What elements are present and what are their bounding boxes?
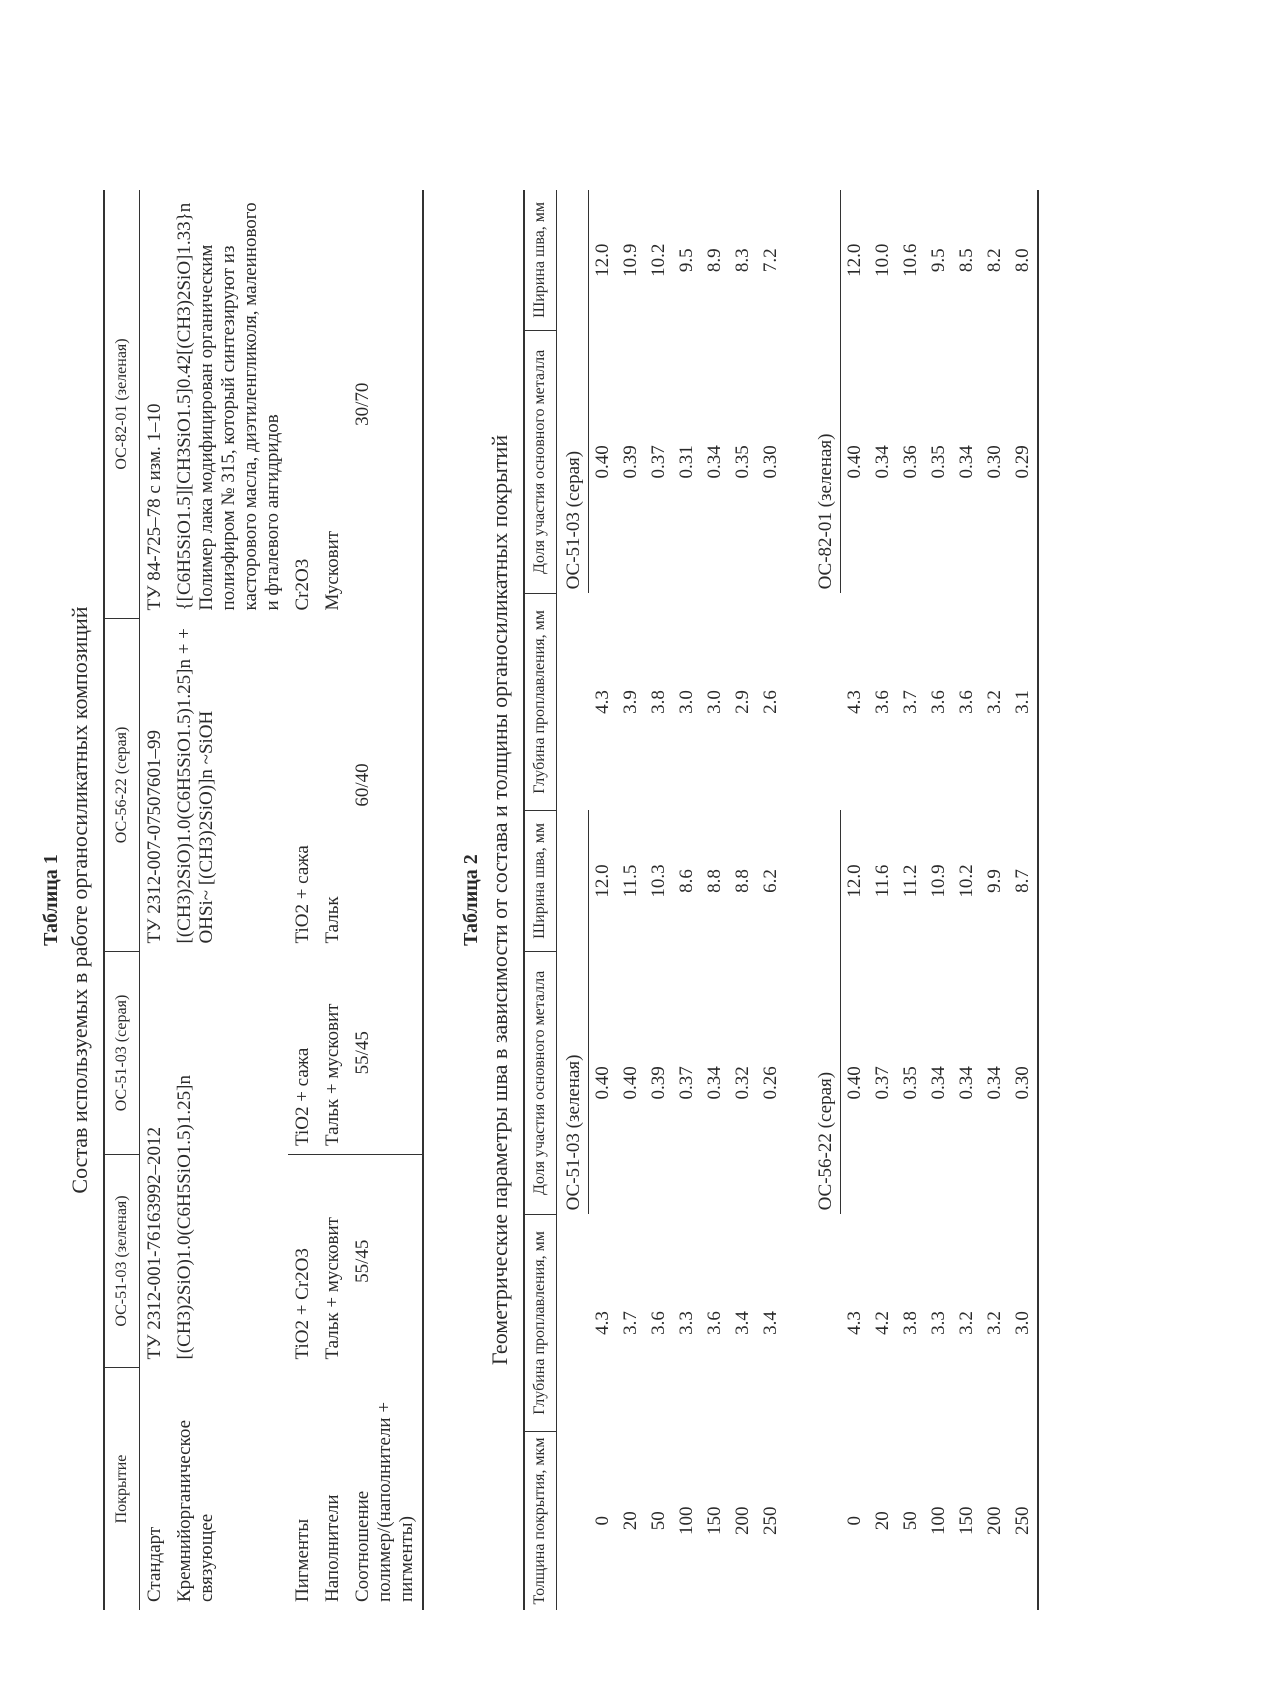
table-cell: 10.6: [899, 243, 921, 277]
table1-row-binder: [170, 190, 288, 1610]
table-cell: 8.3: [731, 248, 753, 273]
table2-header-cell: Ширина шва, мм: [524, 190, 556, 330]
table-cell: 0.34: [927, 1066, 949, 1100]
table-row: [617, 190, 645, 1610]
table-cell: 8.9: [703, 248, 725, 273]
table2-header-cell: Доля участия основного металла: [524, 330, 556, 593]
table-cell: 3.2: [983, 690, 1005, 714]
table-cell: 0.34: [703, 445, 725, 479]
table1-header-cell: ОС-56-22 (серая): [104, 619, 140, 952]
table1-cell: Тальк: [322, 896, 344, 944]
table-cell: 0.34: [871, 445, 893, 479]
table-row: [645, 190, 673, 1610]
group-label: ОС-82-01 (зеленая): [809, 190, 841, 593]
table1-cell: ТУ 2312-007-07507601–99: [144, 730, 166, 944]
table-cell: 3.7: [899, 690, 921, 714]
table-cell: 3.6: [955, 690, 977, 714]
table-cell: 0.35: [927, 445, 949, 479]
table1-header-cell: ОС-82-01 (зеленая): [104, 190, 140, 619]
table-cell: 0.39: [619, 445, 641, 479]
table-cell: 0.30: [1009, 951, 1038, 1214]
table-cell: 0.40: [591, 1066, 613, 1100]
table1: [103, 190, 424, 1610]
table-cell: 10.9: [619, 243, 641, 277]
table2-body: [556, 190, 1038, 1610]
table-cell: 4.3: [591, 690, 613, 714]
row-label: Соотношение полимер/(наполнители + пигменты): [348, 1368, 423, 1611]
table1-cell: Мусковит: [322, 530, 344, 611]
table-cell: 4.3: [591, 1311, 613, 1335]
group-spacer: [785, 190, 809, 1610]
table-cell: 2.6: [759, 690, 781, 714]
table-cell: 0.34: [955, 1066, 977, 1100]
table-cell: 0.26: [759, 1066, 781, 1100]
table-cell: 3.4: [759, 1311, 781, 1335]
table-cell: 0.37: [871, 1066, 893, 1100]
table-cell: 3.6: [927, 690, 949, 714]
table2-header-cell: Ширина шва, мм: [524, 811, 556, 952]
table1-cell: Cr2O3: [292, 558, 314, 611]
rotated-page-content: [40, 190, 1150, 1610]
table1-row-pigments: [288, 190, 318, 1610]
table1-cell: 55/45: [348, 1155, 423, 1368]
table1-cell: {[C6H5SiO1.5][CH3SiO1.5]0.42[(CH3)2SiO]1.33}n Полимер лака модифицирован органическим полиэфиром № 315, который синтезируют из касторового масла, диэтиленгликоля, малеинового и фталевого ангидридов: [174, 202, 284, 611]
table1-header-cell: ОС-51-03 (серая): [104, 952, 140, 1155]
table2-group-header: [556, 190, 588, 1610]
table-cell: 0.29: [1009, 330, 1038, 593]
table-cell: 0.40: [843, 1066, 865, 1100]
table-cell: 250: [1009, 1432, 1038, 1611]
table1-header-cell: ОС-51-03 (зеленая): [104, 1155, 140, 1368]
table-cell: 11.6: [871, 864, 893, 898]
table-cell: 50: [899, 1511, 921, 1531]
group-label: ОС-56-22 (серая): [809, 811, 841, 1215]
table-cell: 3.6: [703, 1311, 725, 1335]
table-cell: 50: [647, 1511, 669, 1531]
table-cell: 2.9: [731, 690, 753, 714]
table-cell: 0.39: [647, 1066, 669, 1100]
table1-cell: TiO2 + сажа: [288, 952, 318, 1155]
table1-cell: ТУ 2312-001-76163992–2012: [144, 1127, 166, 1360]
table1-cell: 60/40: [348, 619, 423, 952]
table-cell: 11.5: [619, 864, 641, 898]
table2-header-cell: Глубина проплавления, мм: [524, 1214, 556, 1431]
table-cell: 3.0: [703, 690, 725, 714]
table-cell: 7.2: [759, 248, 781, 273]
table-cell: 0.36: [899, 445, 921, 479]
table2: [523, 190, 1038, 1610]
table-cell: 150: [955, 1506, 977, 1535]
table1-cell: Тальк + мусковит: [318, 952, 348, 1155]
table-cell: 10.2: [955, 864, 977, 898]
table-cell: 0.40: [591, 445, 613, 479]
table-cell: 3.6: [871, 690, 893, 714]
table-row: [981, 190, 1009, 1610]
table-cell: 12.0: [843, 864, 865, 898]
table1-header-cell: Покрытие: [104, 1368, 140, 1611]
table-row: [588, 190, 617, 1610]
table-cell: 8.5: [955, 248, 977, 273]
table-row: [729, 190, 757, 1610]
table-cell: 0.40: [843, 445, 865, 479]
row-label: Кремнийорганическое связующее: [174, 1419, 218, 1602]
table-cell: 3.4: [731, 1311, 753, 1335]
table1-cell: [(CH3)2SiO)1.0(C6H5SiO1.5)1.25]n + + OHSi~ [(CH3)2SiO)]n ~SiOH: [174, 628, 218, 944]
table1-header-row: [104, 190, 140, 1610]
table-cell: 4.3: [843, 690, 865, 714]
table-cell: 250: [759, 1506, 781, 1535]
table-row: [840, 190, 869, 1610]
table-cell: 3.2: [983, 1311, 1005, 1335]
table1-row-fillers: [318, 190, 348, 1610]
table2-group-header: [809, 190, 841, 1610]
table-cell: 0.37: [647, 445, 669, 479]
table-cell: 0: [591, 1516, 613, 1526]
row-label: Наполнители: [322, 1494, 344, 1602]
table-cell: 4.3: [843, 1311, 865, 1335]
table-cell: 8.2: [983, 248, 1005, 273]
table-cell: 20: [619, 1511, 641, 1531]
table-cell: 3.1: [1009, 593, 1038, 810]
table-cell: 10.3: [647, 864, 669, 898]
table-cell: 3.3: [675, 1311, 697, 1335]
table-row: [1009, 190, 1038, 1610]
table-cell: 4.2: [871, 1311, 893, 1335]
table-cell: 8.8: [731, 869, 753, 893]
table-cell: 3.0: [675, 690, 697, 714]
table-row: [925, 190, 953, 1610]
table-cell: 3.3: [927, 1311, 949, 1335]
table-cell: 150: [703, 1506, 725, 1535]
table2-header-cell: Глубина проплавления, мм: [524, 593, 556, 810]
table-cell: 9.9: [983, 869, 1005, 893]
table-cell: 10.9: [927, 864, 949, 898]
table-cell: 12.0: [591, 864, 613, 898]
table-cell: 3.2: [955, 1311, 977, 1335]
table-cell: 0.30: [983, 445, 1005, 479]
table-cell: 9.5: [675, 248, 697, 273]
table2-header-cell: Толщина покрытия, мкм: [524, 1432, 556, 1611]
table-cell: 9.5: [927, 248, 949, 273]
table-cell: 11.2: [899, 864, 921, 898]
table1-cell: 30/70: [348, 190, 423, 619]
group-label: ОС-51-03 (зеленая): [556, 811, 588, 1215]
table-row: [869, 190, 897, 1610]
row-label: Стандарт: [144, 1526, 166, 1602]
table-cell: 3.7: [619, 1311, 641, 1335]
table-cell: 0: [843, 1516, 865, 1526]
table-cell: 3.8: [647, 690, 669, 714]
table-cell: 0.34: [703, 1066, 725, 1100]
table-cell: 0.35: [731, 445, 753, 479]
table-cell: 20: [871, 1511, 893, 1531]
table-cell: 3.8: [899, 1311, 921, 1335]
table-cell: 10.2: [647, 243, 669, 277]
table-row: [701, 190, 729, 1610]
table-cell: 3.6: [647, 1311, 669, 1335]
table1-cell: [(CH3)2SiO)1.0(C6H5SiO1.5)1.25]n: [174, 1075, 196, 1360]
table-cell: 0.35: [899, 1066, 921, 1100]
table-cell: 3.9: [619, 690, 641, 714]
table-cell: 12.0: [591, 243, 613, 277]
table2-title: Геометрические параметры шва в зависимости от состава и толщины органосиликатных покрытий: [487, 434, 513, 1366]
table-cell: 0.34: [983, 1066, 1005, 1100]
table1-row-ratio: [348, 190, 423, 1610]
table-cell: 8.8: [703, 869, 725, 893]
table1-cell: TiO2 + сажа: [292, 845, 314, 944]
table-cell: 8.6: [675, 869, 697, 893]
table-cell: 200: [731, 1506, 753, 1535]
table-row: [897, 190, 925, 1610]
table-cell: 0.37: [675, 1066, 697, 1100]
table1-cell: Тальк + мусковит: [322, 1217, 344, 1360]
table-cell: 6.2: [759, 869, 781, 893]
table1-cell: 55/45: [348, 952, 423, 1155]
row-label: Пигменты: [292, 1518, 314, 1602]
table-row: [673, 190, 701, 1610]
table2-header-row: [524, 190, 556, 1610]
table-cell: 200: [983, 1506, 1005, 1535]
table-cell: 0.40: [619, 1066, 641, 1100]
table-row: [757, 190, 785, 1610]
table-cell: 0.31: [675, 445, 697, 479]
table-cell: 100: [675, 1506, 697, 1535]
table2-header-cell: Доля участия основного металла: [524, 951, 556, 1214]
table-cell: 8.7: [1009, 811, 1038, 952]
table-cell: 8.0: [1009, 190, 1038, 330]
table-cell: 10.0: [871, 243, 893, 277]
group-label: ОС-51-03 (серая): [556, 190, 588, 593]
table1-cell: TiO2 + Cr2O3: [292, 1248, 314, 1360]
table-row: [953, 190, 981, 1610]
table-cell: 0.34: [955, 445, 977, 479]
table-cell: 3.0: [1009, 1214, 1038, 1431]
table-cell: 100: [927, 1506, 949, 1535]
table-cell: 0.30: [759, 445, 781, 479]
table1-cell: ТУ 84-725–78 с изм. 1–10: [144, 403, 166, 611]
table2-number: Таблица 2: [460, 854, 483, 946]
table1-number: Таблица 1: [40, 854, 62, 946]
table1-title: Состав используемых в работе органосиликатных композиций: [67, 606, 92, 1194]
table-cell: 12.0: [843, 243, 865, 277]
table-cell: 0.32: [731, 1066, 753, 1100]
table1-row-standard: [140, 190, 171, 1610]
